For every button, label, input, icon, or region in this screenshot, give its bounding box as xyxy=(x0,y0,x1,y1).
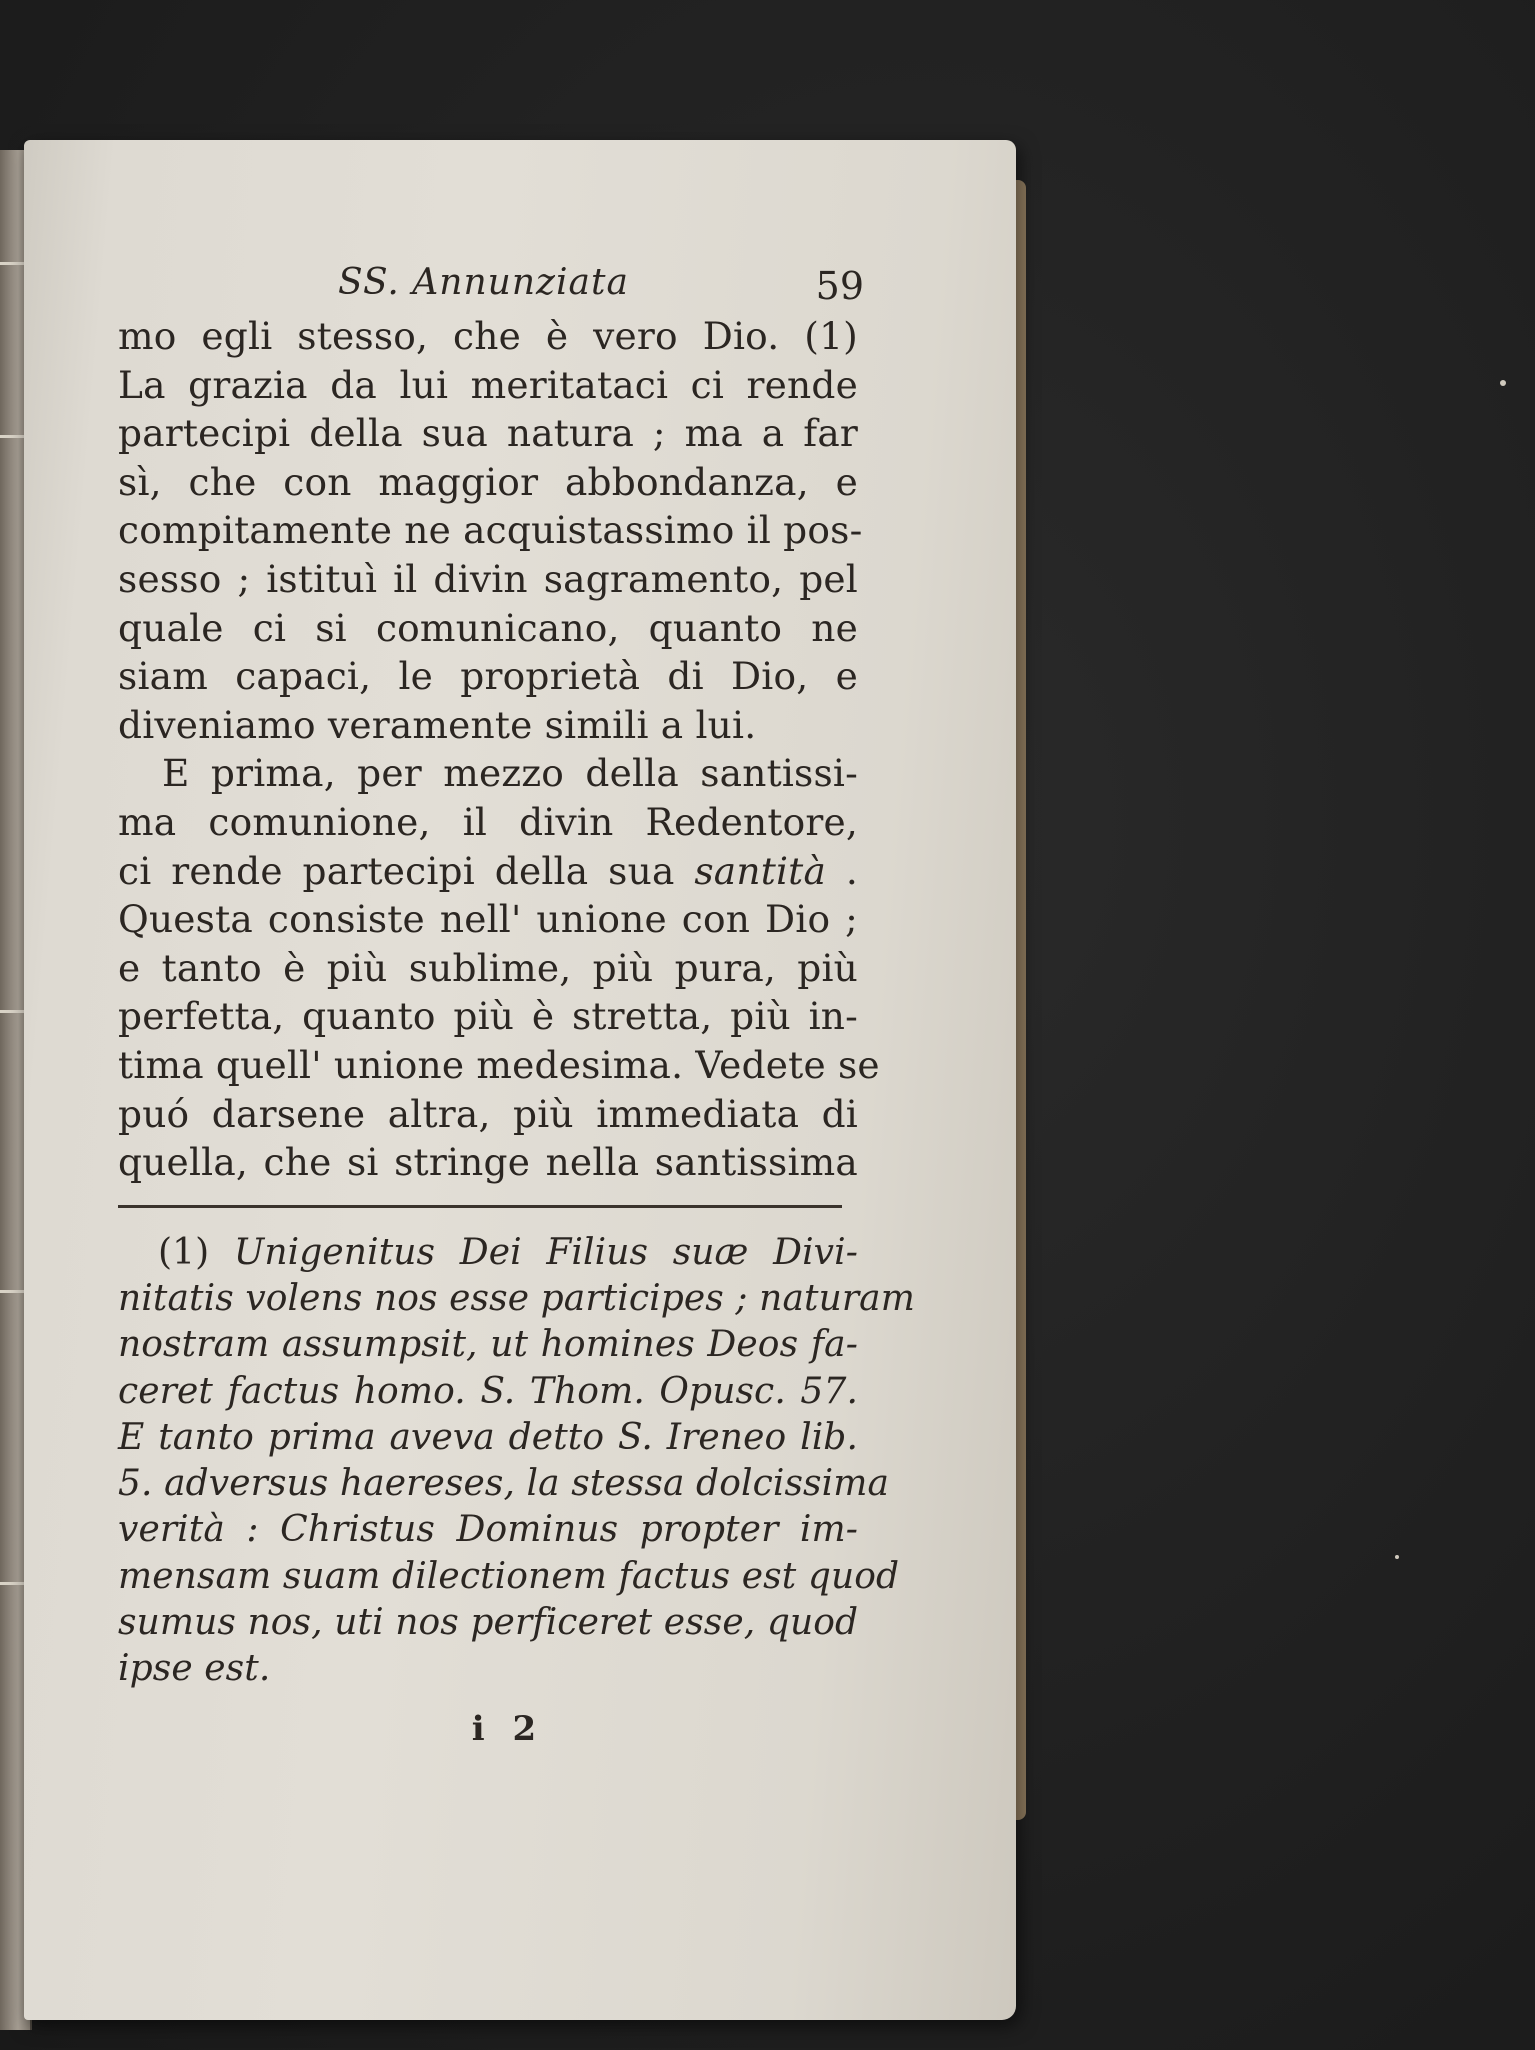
binding-thread xyxy=(0,1582,26,1585)
body-line: sì, che con maggior abbondanza, e xyxy=(118,459,858,504)
body-line: quella, che si stringe nella santissima xyxy=(118,1140,858,1185)
footnote-line: ipse est. xyxy=(118,1648,271,1690)
body-paragraph-1 xyxy=(118,312,863,749)
footnote-line: sumus nos, uti nos perficeret esse, quod xyxy=(118,1602,859,1644)
body-line: La grazia da lui meritataci ci rende xyxy=(118,362,858,407)
body-line: partecipi della sua natura ; ma a far xyxy=(118,411,858,456)
page-text xyxy=(118,258,915,1749)
body-text: ci rende partecipi della sua xyxy=(118,848,675,893)
signature-mark: i 2 xyxy=(471,1708,545,1749)
body-line: puó darsene altra, più immediata di xyxy=(118,1091,858,1136)
body-line: diveniamo veramente simili a lui. xyxy=(118,702,757,747)
page-number: 59 xyxy=(815,264,864,308)
body-line: siam capaci, le proprietà di Dio, e xyxy=(118,654,858,699)
body-paragraph-2 xyxy=(118,749,880,1186)
binding-thread xyxy=(0,262,26,265)
body-line: perfetta, quanto più è stretta, più in- xyxy=(118,994,858,1039)
body-line: sesso ; istituì il divin sagramento, pel xyxy=(118,556,858,601)
running-head xyxy=(118,258,864,312)
binding-thread xyxy=(0,1290,26,1293)
body-line: compitamente ne acquistassimo il pos- xyxy=(118,508,863,553)
body-line: Questa consiste nell' unione con Dio ; xyxy=(118,897,858,942)
footnote-text: Unigenitus Dei Filius suæ Divi- xyxy=(233,1231,858,1273)
body-line: quale ci si comunicano, quanto ne xyxy=(118,605,858,650)
body-text: . xyxy=(845,848,858,893)
footnote-line: nitatis volens nos esse participes ; naturam xyxy=(118,1277,915,1319)
body-line: tima quell' unione medesima. Vedete se xyxy=(118,1042,880,1087)
footnote-marker: (1) xyxy=(158,1231,210,1273)
footnote-separator xyxy=(118,1205,842,1208)
body-line: E prima, per mezzo della santissi- xyxy=(162,751,858,796)
binding-thread xyxy=(0,1010,26,1013)
dust-speck xyxy=(1500,380,1506,386)
body-line: mo egli stesso, che è vero Dio. (1) xyxy=(118,314,858,358)
footnote-line xyxy=(118,1230,858,1276)
body-line: e tanto è più sublime, più pura, più xyxy=(118,945,858,990)
body-line: ma comunione, il divin Redentore, xyxy=(118,799,858,844)
footnote-line: mensam suam dilectionem factus est quod xyxy=(118,1555,900,1597)
footnote-line: E tanto prima aveva detto S. Ireneo lib. xyxy=(118,1416,858,1458)
dust-speck xyxy=(1395,1555,1399,1559)
italic-word: santità xyxy=(694,848,827,893)
footnote-line: ceret factus homo. S. Thom. Opusc. 57. xyxy=(118,1370,858,1412)
binding-thread xyxy=(0,435,26,438)
footnote xyxy=(118,1230,915,1693)
footnote-line: 5. adversus haereses, la stessa dolcissima xyxy=(118,1463,890,1505)
body-line xyxy=(118,847,858,896)
running-head-title: SS. Annunziata xyxy=(338,262,629,303)
footnote-line: verità : Christus Dominus propter im- xyxy=(118,1509,858,1551)
footnote-line: nostram assumpsit, ut homines Deos fa- xyxy=(118,1324,858,1366)
